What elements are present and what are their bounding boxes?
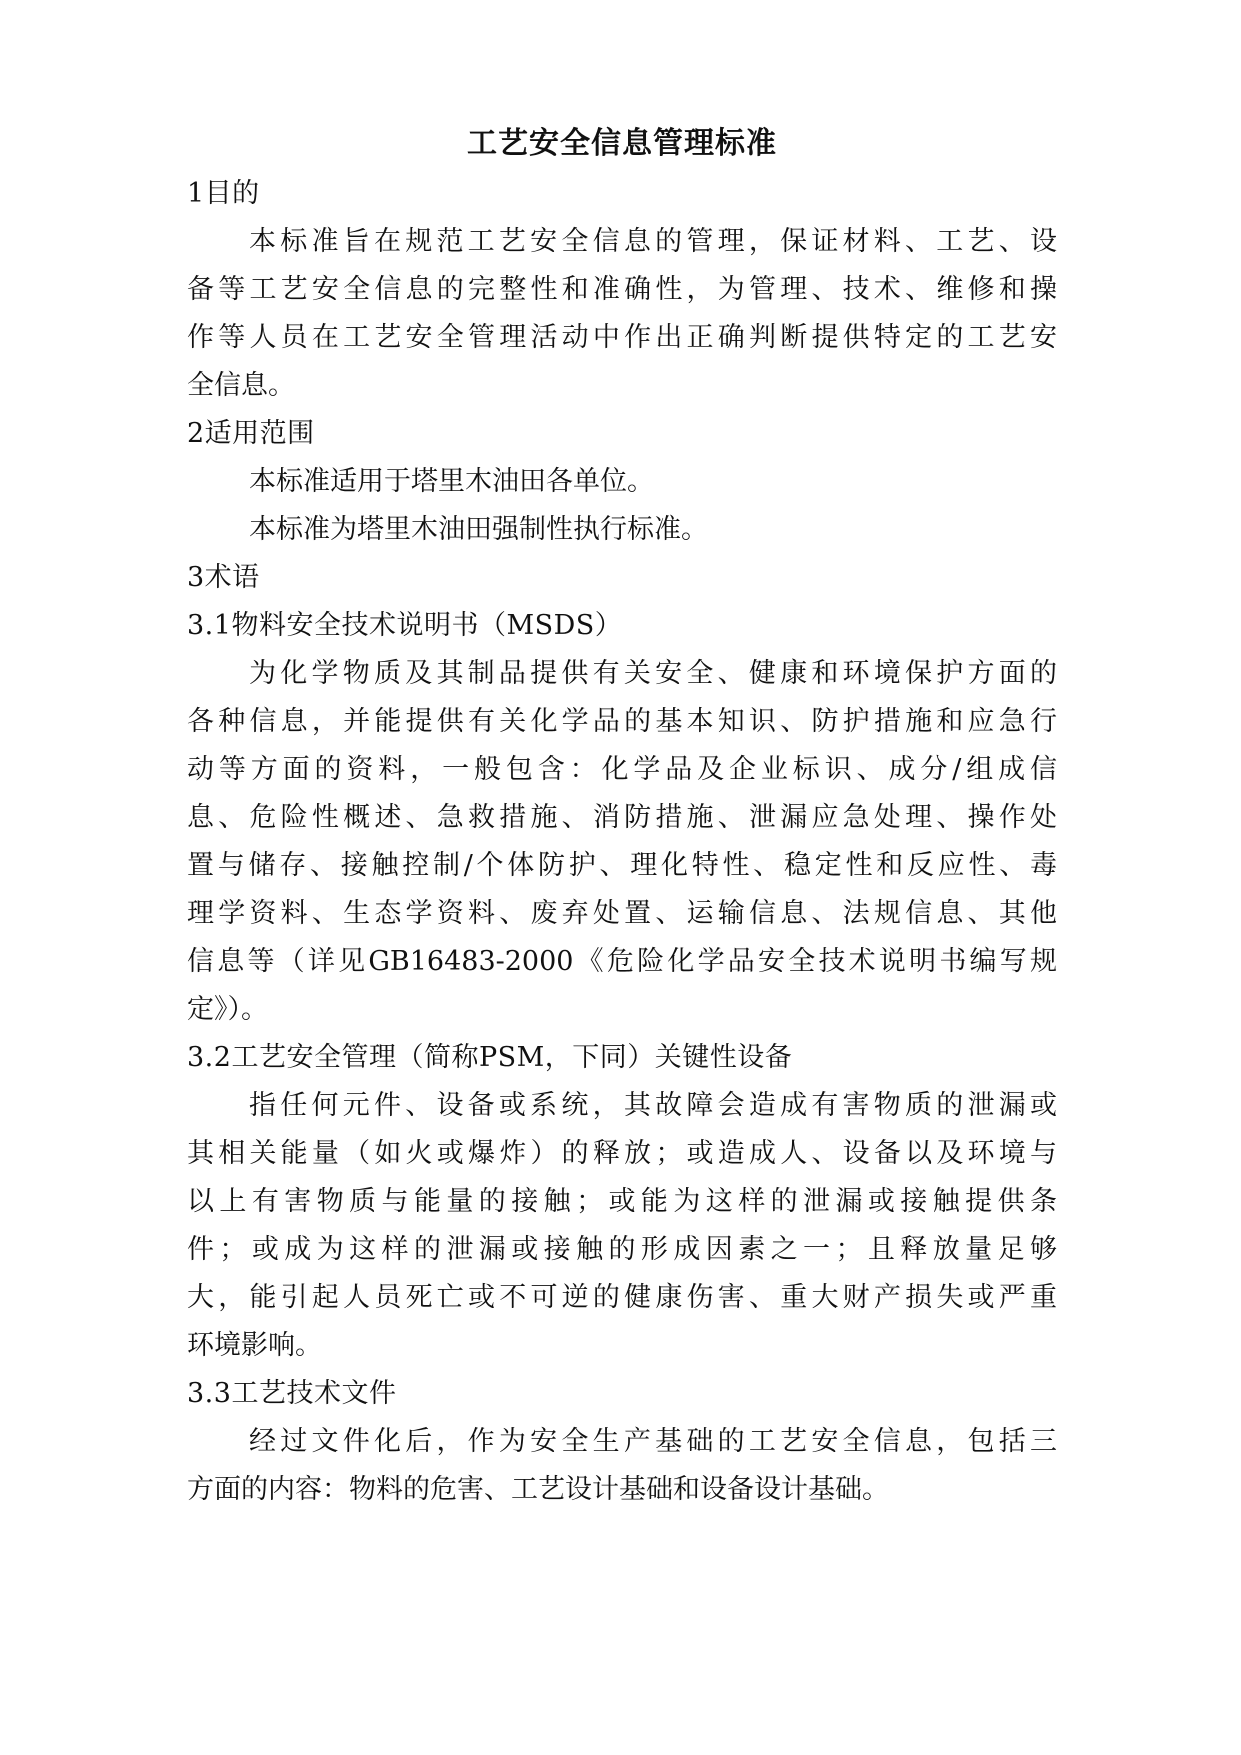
paragraph xyxy=(187,1082,1057,1370)
paragraph xyxy=(187,506,1057,554)
section-heading: 3.1物料安全技术说明书（MSDS） xyxy=(187,610,623,641)
text-line: 各种信息，并能提供有关化学品的基本知识、防护措施和应急行 xyxy=(187,706,1057,737)
text-line: 本标准为塔里木油田强制性执行标准。 xyxy=(249,514,708,545)
paragraph xyxy=(187,650,1057,1034)
text-line: 全信息。 xyxy=(187,370,295,401)
paragraph xyxy=(187,1418,1057,1514)
paragraph xyxy=(187,458,1057,506)
section-heading: 3.2工艺安全管理（简称PSM，下同）关键性设备 xyxy=(187,1042,793,1073)
document-body xyxy=(187,170,1057,1514)
text-line: 其相关能量（如火或爆炸）的释放；或造成人、设备以及环境与 xyxy=(187,1138,1057,1169)
text-line: 大，能引起人员死亡或不可逆的健康伤害、重大财产损失或严重 xyxy=(187,1282,1057,1313)
text-line: 指任何元件、设备或系统，其故障会造成有害物质的泄漏或 xyxy=(249,1090,1057,1121)
text-line: 备等工艺安全信息的完整性和准确性，为管理、技术、维修和操 xyxy=(187,274,1057,305)
text-line: 本标准适用于塔里木油田各单位。 xyxy=(249,466,654,497)
paragraph xyxy=(187,218,1057,410)
text-line: 件；或成为这样的泄漏或接触的形成因素之一；且释放量足够 xyxy=(187,1234,1057,1265)
section-heading: 1目的 xyxy=(187,178,260,209)
text-line: 动等方面的资料，一般包含：化学品及企业标识、成分/组成信 xyxy=(187,754,1057,785)
text-line: 理学资料、生态学资料、废弃处置、运输信息、法规信息、其他 xyxy=(187,898,1057,929)
text-line: 经过文件化后，作为安全生产基础的工艺安全信息，包括三 xyxy=(249,1426,1057,1457)
text-line: 置与储存、接触控制/个体防护、理化特性、稳定性和反应性、毒 xyxy=(187,850,1057,881)
text-line: 信息等（详见GB16483-2000《危险化学品安全技术说明书编写规 xyxy=(187,946,1057,977)
text-line: 为化学物质及其制品提供有关安全、健康和环境保护方面的 xyxy=(249,658,1057,689)
section-heading: 3.3工艺技术文件 xyxy=(187,1378,397,1409)
text-line: 作等人员在工艺安全管理活动中作出正确判断提供特定的工艺安 xyxy=(187,322,1057,353)
text-line: 息、危险性概述、急救措施、消防措施、泄漏应急处理、操作处 xyxy=(187,802,1057,833)
section-heading: 3术语 xyxy=(187,562,260,593)
text-line: 本标准旨在规范工艺安全信息的管理，保证材料、工艺、设 xyxy=(249,226,1057,257)
text-line: 方面的内容：物料的危害、工艺设计基础和设备设计基础。 xyxy=(187,1474,889,1505)
text-line: 以上有害物质与能量的接触；或能为这样的泄漏或接触提供条 xyxy=(187,1186,1057,1217)
text-line: 环境影响。 xyxy=(187,1330,322,1361)
text-line: 定》）。 xyxy=(187,994,268,1025)
document-title: 工艺安全信息管理标准 xyxy=(467,126,777,161)
section-heading: 2适用范围 xyxy=(187,418,315,449)
document-page xyxy=(187,118,1057,1514)
